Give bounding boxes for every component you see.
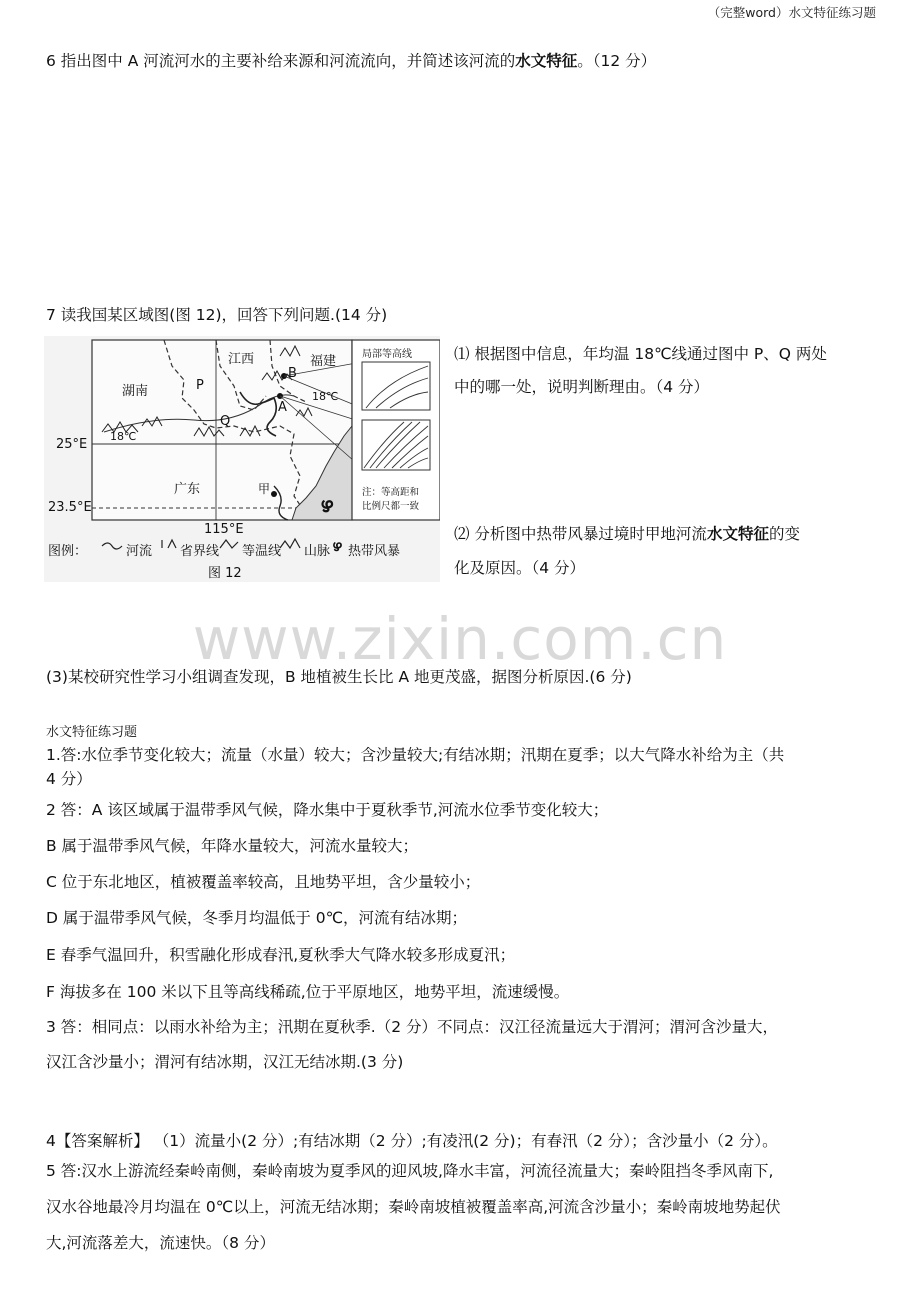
- answer-2-e: E 春季气温回升，积雪融化形成春汛,夏秋季大气降水较多形成夏汛；: [46, 946, 516, 964]
- map-label-q: Q: [220, 414, 231, 429]
- legend-mountain: 山脉: [304, 544, 331, 559]
- map-caption: 图 12: [208, 566, 242, 581]
- map-label-18-right: 18℃: [312, 390, 339, 403]
- q7-part2-text: ⑵ 分析图中热带风暴过境时甲地河流: [454, 525, 707, 543]
- legend-prefix: 图例：: [48, 544, 88, 559]
- answer-3-line2: 汉江含沙量小；渭河有结冰期，汉江无结冰期.(3 分): [46, 1053, 404, 1071]
- answer-2-f: F 海拔多在 100 米以下且等高线稀疏,位于平原地区，地势平坦，流速缓慢。: [46, 983, 570, 1001]
- q7-part2-bold: 水文特征: [706, 525, 769, 543]
- map-label-guangdong: 广东: [174, 482, 201, 497]
- map-label-lat-23-5: 23.5°E: [48, 500, 92, 515]
- answer-2-line1: 2 答：A 该区域属于温带季风气候，降水集中于夏秋季节,河流水位季节变化较大；: [46, 801, 609, 819]
- answer-2-d: D 属于温带季风气候，冬季月均温低于 0℃，河流有结冰期；: [46, 909, 468, 927]
- answer-1-line2: 4 分）: [46, 770, 92, 788]
- answer-4: 4【答案解析】 （1）流量小(2 分）;有结冰期（2 分）;有凌汛(2 分)；有春汛（2 分）；含沙量小（2 分）。: [46, 1132, 778, 1150]
- answer-3-line1: 3 答：相同点：以雨水补给为主；汛期在夏秋季.（2 分）不同点：汉江径流量远大于渭河；渭河含沙量大，: [46, 1018, 779, 1036]
- q6-bold: 水文特征: [515, 52, 578, 70]
- answer-5-line3: 大,河流落差大，流速快。（8 分）: [46, 1234, 275, 1252]
- map-label-fujian: 福建: [310, 354, 337, 369]
- q7-part2-line1: [454, 523, 800, 545]
- map-label-p: P: [196, 378, 204, 393]
- answer-2-c: C 位于东北地区，植被覆盖率较高，且地势平坦，含少量较小；: [46, 873, 481, 891]
- q7-part3: (3)某校研究性学习小组调查发现，B 地植被生长比 A 地更茂盛，据图分析原因.(6 分): [46, 668, 632, 686]
- map-label-lon-115: 115°E: [204, 522, 244, 537]
- answer-5-line2: 汉水谷地最冷月均温在 0℃以上，河流无结冰期；秦岭南坡植被覆盖率高,河流含沙量小；秦岭南坡地势起伏: [46, 1198, 781, 1216]
- legend-storm: 热带风暴: [348, 544, 401, 559]
- q7-part1-line1: ⑴ 根据图中信息，年均温 18℃线通过图中 P、Q 两处: [454, 345, 827, 363]
- legend-iso: 等温线: [242, 544, 282, 559]
- map-label-jiubu: 局部等高线: [362, 349, 412, 360]
- map-note-line2: 比例尺都一致: [362, 501, 420, 512]
- map-label-hunan: 湖南: [122, 384, 149, 399]
- map-label-jia: 甲: [258, 482, 271, 496]
- answer-2-b: B 属于温带季风气候，年降水量较大，河流水量较大；: [46, 837, 419, 855]
- answer-1-line1: 1.答:水位季节变化较大；流量（水量）较大；含沙量较大;有结冰期；汛期在夏季；以大气降水补给为主（共: [46, 746, 785, 764]
- q6-text: 6 指出图中 A 河流河水的主要补给来源和河流流向，并简述该河流的: [46, 52, 516, 70]
- storm-icon: ഴ: [320, 493, 333, 517]
- legend-river: 河流: [126, 544, 153, 559]
- map-label-lat-25: 25°E: [56, 437, 88, 452]
- page-header: （完整word）水文特征练习题: [707, 5, 876, 20]
- watermark: www.zixin.com.cn: [192, 605, 728, 673]
- q6-score: 。（12 分）: [577, 52, 657, 70]
- answers-title: 水文特征练习题: [46, 725, 138, 740]
- answer-5-line1: 5 答:汉水上游流经秦岭南侧，秦岭南坡为夏季风的迎风坡,降水丰富，河流径流量大；秦岭阻挡冬季风南下,: [46, 1162, 774, 1180]
- question-7-intro: 7 读我国某区域图(图 12)，回答下列问题.(14 分): [46, 306, 388, 324]
- q7-part1-line2: 中的哪一处，说明判断理由。（4 分）: [454, 378, 710, 396]
- map-label-jiangxi: 江西: [228, 352, 255, 367]
- map-label-a: A: [278, 400, 287, 415]
- map-label-b: B: [288, 366, 297, 381]
- point-jia: [271, 491, 277, 497]
- map-figure: [44, 336, 440, 582]
- map-label-18-left: 18℃: [110, 430, 137, 443]
- legend-storm-icon: ഴ: [332, 537, 342, 555]
- map-note-line1: 注：等高距和: [362, 487, 420, 498]
- question-6: [46, 50, 656, 72]
- q7-part2-tail: 的变: [768, 525, 800, 543]
- legend-border: 省界线: [180, 544, 220, 559]
- q7-part2-line2: 化及原因。（4 分）: [454, 559, 586, 577]
